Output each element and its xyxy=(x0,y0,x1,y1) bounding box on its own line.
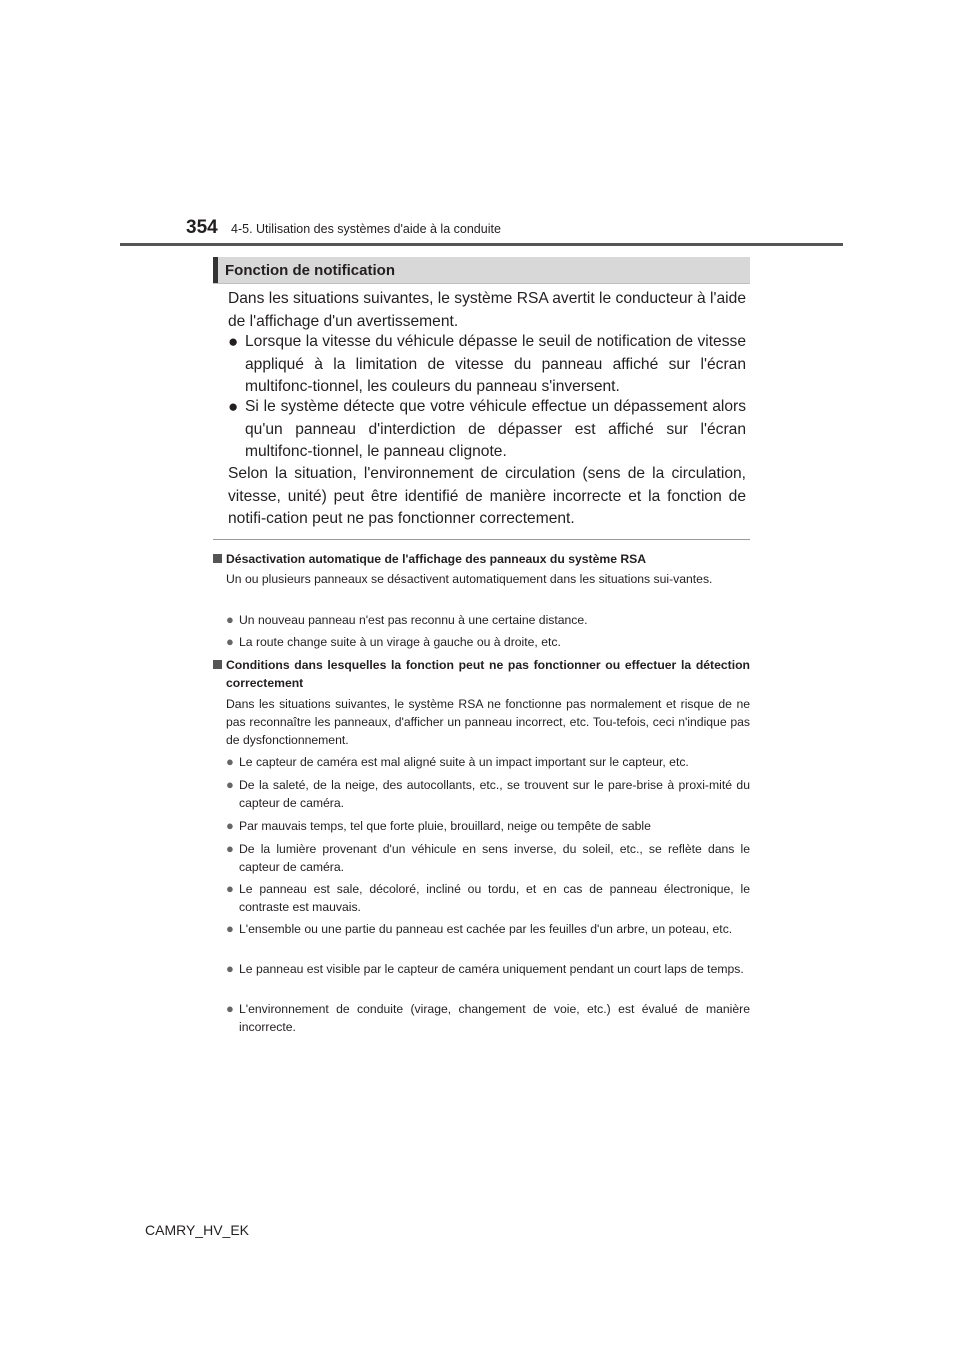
bullet-icon: ● xyxy=(228,332,239,351)
list-item-text: Par mauvais temps, tel que forte pluie, brouillard, neige ou tempête de sable xyxy=(239,819,651,833)
bullet-icon: ● xyxy=(228,397,239,416)
list-item-text: La route change suite à un virage à gauche ou à droite, etc. xyxy=(239,635,561,649)
list-item xyxy=(226,840,750,876)
list-item xyxy=(226,1000,750,1036)
list-item xyxy=(226,753,750,771)
note-heading xyxy=(213,656,750,692)
note-heading-text: Conditions dans lesquelles la fonction peut ne pas fonctionner ou effectuer la détection correctement xyxy=(226,658,750,690)
list-item xyxy=(228,396,746,464)
bullet-icon: ● xyxy=(226,881,234,896)
list-item xyxy=(226,817,750,835)
list-item-text: Le capteur de caméra est mal aligné suite à un impact important sur le capteur, etc. xyxy=(239,755,689,769)
bullet-icon: ● xyxy=(226,1001,234,1016)
chapter-title: 4-5. Utilisation des systèmes d'aide à la conduite xyxy=(231,222,501,236)
list-item xyxy=(226,611,750,629)
square-bullet-icon xyxy=(213,660,222,669)
list-item xyxy=(228,331,746,399)
closing-paragraph: Selon la situation, l'environnement de circulation (sens de la circulation, vitesse, unité) peut être identifié de manière incorrecte et la fonction de notifi-cation peut ne pas fonctionner correctement. xyxy=(228,465,746,527)
list-item-text: Un nouveau panneau n'est pas reconnu à une certaine distance. xyxy=(239,613,588,627)
bullet-icon: ● xyxy=(226,754,234,769)
note-heading xyxy=(213,550,750,568)
list-item-text: Lorsque la vitesse du véhicule dépasse le seuil de notification de vitesse appliqué à la limitation de vitesse du panneau affiché sur l'écran multifonc-tionnel, les couleurs du panneau s'inversent. xyxy=(245,333,746,395)
note-paragraph: Un ou plusieurs panneaux se désactivent automatiquement dans les situations sui-vantes. xyxy=(226,572,713,586)
note-paragraph: Dans les situations suivantes, le système RSA ne fonctionne pas normalement et risque de ne pas reconnaître les panneaux, d'afficher un panneau incorrect, etc. Tou-tefois, ceci n'indique pas de dysfonctionnement. xyxy=(226,697,750,747)
bullet-icon: ● xyxy=(226,634,234,649)
list-item xyxy=(226,776,750,812)
page-number: 354 xyxy=(186,217,218,238)
list-item xyxy=(226,633,750,651)
bullet-icon: ● xyxy=(226,841,234,856)
section-heading xyxy=(213,257,750,284)
list-item-text: Le panneau est visible par le capteur de caméra uniquement pendant un court laps de temps. xyxy=(239,962,744,976)
section-heading-bar xyxy=(213,257,218,283)
list-item-text: L'environnement de conduite (virage, changement de voie, etc.) est évalué de manière incorrecte. xyxy=(239,1002,750,1034)
bullet-icon: ● xyxy=(226,921,234,936)
list-item-text: De la saleté, de la neige, des autocollants, etc., se trouvent sur le pare-brise à proxi-mité du capteur de caméra. xyxy=(239,778,750,810)
list-item-text: De la lumière provenant d'un véhicule en sens inverse, du soleil, etc., se reflète dans le capteur de caméra. xyxy=(239,842,750,874)
intro-paragraph: Dans les situations suivantes, le système RSA avertit le conducteur à l'aide de l'affichage d'un avertissement. xyxy=(228,290,746,330)
document-code: CAMRY_HV_EK xyxy=(145,1222,250,1238)
section-end-rule xyxy=(213,539,750,540)
header-rule xyxy=(120,243,843,246)
square-bullet-icon xyxy=(213,554,222,563)
section-title: Fonction de notification xyxy=(225,262,395,279)
list-item xyxy=(226,920,750,938)
bullet-icon: ● xyxy=(226,612,234,627)
note-heading-text: Désactivation automatique de l'affichage des panneaux du système RSA xyxy=(226,552,647,566)
bullet-icon: ● xyxy=(226,818,234,833)
bullet-icon: ● xyxy=(226,961,234,976)
list-item-text: L'ensemble ou une partie du panneau est cachée par les feuilles d'un arbre, un poteau, etc. xyxy=(239,922,733,936)
bullet-icon: ● xyxy=(226,777,234,792)
list-item-text: Si le système détecte que votre véhicule effectue un dépassement alors qu'un panneau d'interdiction de dépasser est affiché sur l'écran multifonc-tionnel, le panneau clignote. xyxy=(245,398,746,460)
list-item-text: Le panneau est sale, décoloré, incliné ou tordu, et en cas de panneau électronique, le contraste est mauvais. xyxy=(239,882,750,914)
list-item xyxy=(226,960,750,978)
list-item xyxy=(226,880,750,916)
